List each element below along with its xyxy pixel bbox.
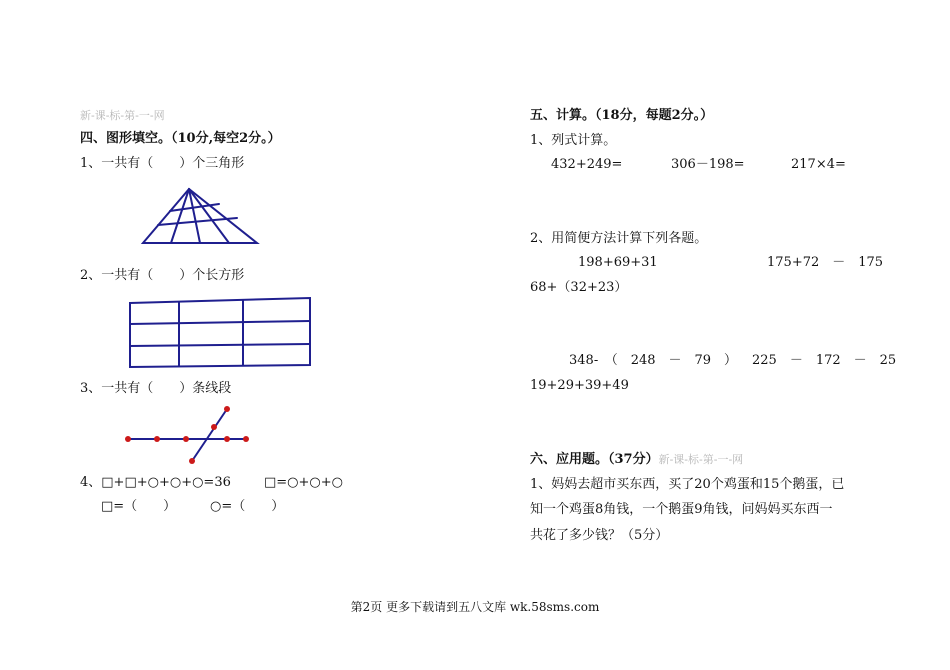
calc-item-1: 432+249= xyxy=(551,157,623,172)
watermark-left: 新-课-标-第-一-网 xyxy=(80,109,165,122)
word-problem-line-3: 共花了多少钱？（5分） xyxy=(530,528,669,543)
calc-item-2: 306－198= xyxy=(671,157,745,172)
question-4-equation-1: 4、□+□+○+○+○=36 xyxy=(80,475,231,490)
sub-question-2: 2、用简便方法计算下列各题。 xyxy=(530,231,708,246)
section-4-title: 四、图形填空。（10分,每空2分。） xyxy=(80,131,281,146)
section-5-title: 五、计算。（18分，每题2分。） xyxy=(530,108,714,123)
section-6-header xyxy=(530,452,743,468)
word-problem-line-2: 知一个鸡蛋8角钱，一个鹅蛋9角钱，问妈妈买东西一 xyxy=(530,502,833,517)
word-problem-line-1: 1、妈妈去超市买东西，买了20个鸡蛋和15个鹅蛋，已 xyxy=(530,477,845,492)
problem-2: 175+72 － 175 xyxy=(767,255,884,270)
question-3: 3、一共有（ ）条线段 xyxy=(80,381,232,396)
sub-question-1: 1、列式计算。 xyxy=(530,133,617,148)
question-2: 2、一共有（ ）个长方形 xyxy=(80,268,245,283)
section-6-title: 六、应用题。（37分） xyxy=(530,452,659,467)
question-4-equation-2: □=○+○+○ xyxy=(264,475,343,490)
problem-4: 348- （ 248 － 79 ） xyxy=(569,353,738,368)
problem-5: 225 － 172 － 25 xyxy=(752,353,897,368)
problem-1: 198+69+31 xyxy=(578,255,658,270)
problem-6: 19+29+39+49 xyxy=(530,378,629,393)
question-4-answer-circle: ○=（ ） xyxy=(210,499,285,514)
watermark-right: 新-课-标-第-一-网 xyxy=(658,453,744,466)
question-1: 1、一共有（ ）个三角形 xyxy=(80,156,245,171)
page-footer: 第2页 更多下载请到五八文库 wk.58sms.com xyxy=(350,600,600,614)
problem-3: 68+（32+23） xyxy=(530,280,628,295)
question-4-answer-square: □=（ ） xyxy=(101,499,177,514)
calc-item-3: 217×4= xyxy=(791,157,846,172)
triangle-figure xyxy=(140,187,270,249)
line-segment-figure xyxy=(120,403,260,473)
rectangle-grid-figure xyxy=(126,295,316,369)
